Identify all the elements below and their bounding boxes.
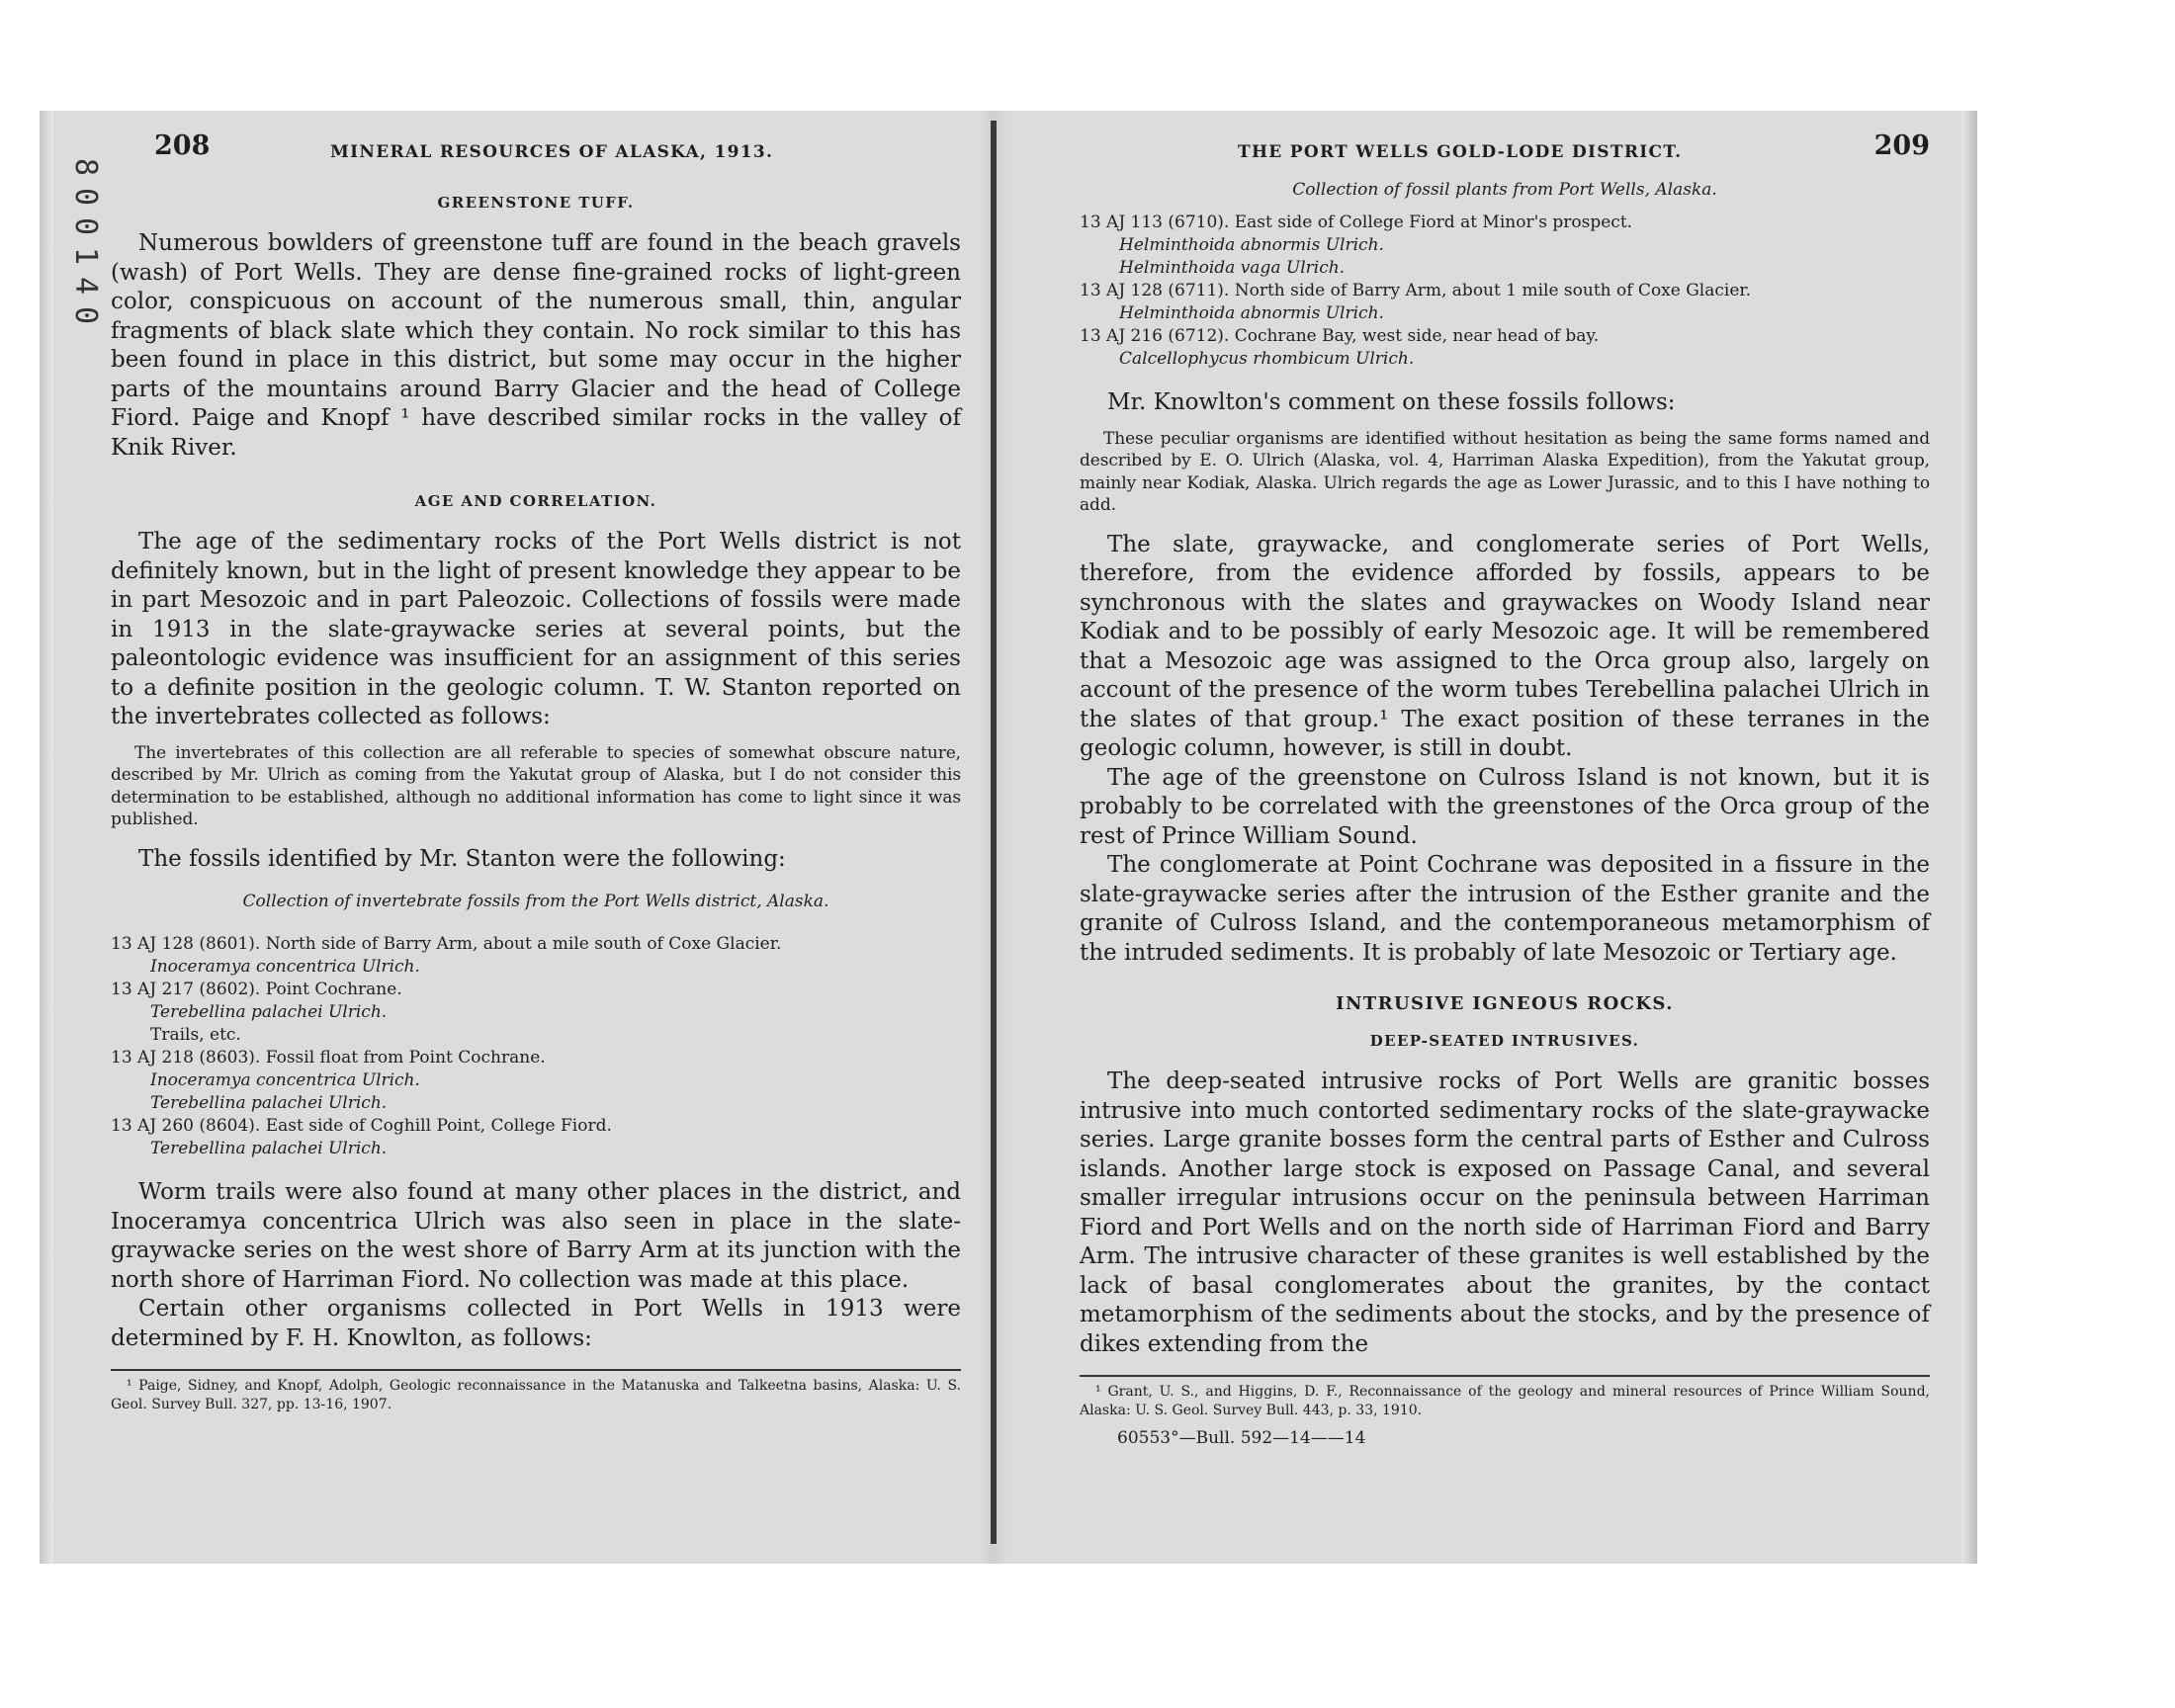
book-sheet (40, 111, 1977, 1564)
left-page-number: 208 (154, 130, 211, 161)
age-heading: AGE AND CORRELATION. (414, 492, 657, 510)
margin-stamp-digit: 4 (68, 276, 103, 296)
fossil-entry: 13 AJ 128 (8601). North side of Barry Arm, about a mile south of Coxe Glacier. (111, 934, 782, 954)
book-gutter (991, 121, 997, 1544)
fossil-species: Inoceramya concentrica Ulrich. (150, 1070, 420, 1090)
plant-species: Helminthoida abnormis Ulrich. (1119, 235, 1384, 255)
plant-fossil-list (1080, 212, 1930, 371)
plant-species: Helminthoida vaga Ulrich. (1119, 258, 1346, 278)
plant-species: Helminthoida abnormis Ulrich. (1119, 303, 1384, 323)
point-cochrane-paragraph: The conglomerate at Point Cochrane was deposited in a fissure in the slate-graywacke series after the intrusion of the Esther granite and the granite of Culross Island, and the contemporaneous metamorphism of the intruded sediments. It is probably of late Mesozoic or Tertiary age. (1080, 852, 1930, 966)
age-paragraph: The age of the sedimentary rocks of the Port Wells district is not definitely known, but in the light of present knowledge they appear to be in part Mesozoic and in part Paleozoic. Collections of fossils were made in 1913 in the slate-graywacke series at several points, but the paleontologic evidence was insufficient for an assignment of this series to a definite position in the geologic column. T. W. Stanton reported on the invertebrates collected as follows: (111, 529, 961, 729)
right-page (1080, 130, 1930, 1448)
knowlton-quote: These peculiar organisms are identified without hesitation as being the same forms named and described by E. O. Ulrich (Alaska, vol. 4, Harriman Alaska Expedition), from the Yakutat group, mainly near Kodiak, Alaska. Ulrich regards the age as Lower Jurassic, and to this I have nothing to add. (1080, 428, 1930, 515)
sheet-left-edge (40, 111, 53, 1564)
plant-species: Calcellophycus rhombicum Ulrich. (1119, 349, 1415, 369)
plant-table-caption: Collection of fossil plants from Port Wells, Alaska. (1292, 180, 1717, 200)
fossil-entry: 13 AJ 260 (8604). East side of Coghill Point, College Fiord. (111, 1116, 612, 1136)
margin-stamp (67, 152, 103, 330)
deep-seated-heading: DEEP-SEATED INTRUSIVES. (1369, 1032, 1640, 1050)
fossil-entry: 13 AJ 218 (8603). Fossil float from Point Cochrane. (111, 1048, 546, 1068)
margin-stamp-digit: 0 (68, 305, 103, 325)
left-running-head (111, 130, 961, 176)
deep-seated-paragraph: The deep-seated intrusive rocks of Port Wells are granitic bosses intrusive into much contorted sedimentary rocks of the slate-graywacke series. Large granite bosses form the central parts of Esther and Culross islands. Another large stock is exposed on Passage Canal, and several smaller irregular intrusions occur on the peninsula between Harriman Fiord and Port Wells and on the north side of Harriman Fiord and Barry Arm. The intrusive character of these granites is well established by the lack of basal conglomerates about the granites, by the contact metamorphism of the sediments about the stocks, and by the presence of dikes extending from the (1080, 1068, 1930, 1357)
margin-stamp-digit: 0 (68, 187, 103, 207)
left-running-title: MINERAL RESOURCES OF ALASKA, 1913. (330, 142, 774, 162)
greenstone-paragraph: Numerous bowlders of greenstone tuff are found in the beach gravels (wash) of Port Wells. They are dense fine-grained rocks of light-green color, conspicuous on account of the numerous small, thin, angular fragments of black slate which they contain. No rock similar to this has been found in place in this district, but some may occur in the higher parts of the mountains around Barry Glacier and the head of College Fiord. Paige and Knopf ¹ have described similar rocks in the valley of Knik River. (111, 230, 961, 461)
fossil-species: Inoceramya concentrica Ulrich. (150, 957, 420, 977)
invertebrate-fossil-list (111, 933, 961, 1160)
right-running-title: THE PORT WELLS GOLD-LODE DISTRICT. (1238, 142, 1683, 162)
margin-stamp-digit: 0 (68, 216, 103, 236)
stanton-lead-in: The fossils identified by Mr. Stanton were the following: (138, 845, 786, 872)
stanton-quote: The invertebrates of this collection are all referable to species of somewhat obscure nature, described by Mr. Ulrich as coming from the Yakutat group of Alaska, but I do not consider this determination to be established, although no additional information has come to light since it was published. (111, 742, 961, 829)
margin-stamp-digit: 1 (68, 246, 103, 266)
margin-stamp-digit: 8 (68, 157, 103, 177)
fossil-species: Terebellina palachei Ulrich. (150, 1093, 388, 1113)
right-running-head (1080, 130, 1930, 176)
knowlton-lead-paragraph: Certain other organisms collected in Port Wells in 1913 were determined by F. H. Knowlton, as follows: (111, 1296, 961, 1351)
fossil-species: Terebellina palachei Ulrich. (150, 1139, 388, 1158)
right-footnote-rule (1080, 1375, 1930, 1377)
plant-entry: 13 AJ 113 (6710). East side of College Fiord at Minor's prospect. (1080, 213, 1633, 232)
printer-signature-line: 60553°—Bull. 592—14——14 (1117, 1428, 1366, 1448)
right-page-number: 209 (1873, 130, 1930, 161)
fossil-entry: 13 AJ 217 (8602). Point Cochrane. (111, 980, 402, 999)
left-page (111, 130, 961, 1414)
fossil-species: Trails, etc. (150, 1025, 241, 1045)
fossil-species: Terebellina palachei Ulrich. (150, 1002, 388, 1022)
culross-greenstone-paragraph: The age of the greenstone on Culross Island is not known, but it is probably to be correlated with the greenstones of the Orca group of the rest of Prince William Sound. (1080, 764, 1930, 849)
greenstone-heading: GREENSTONE TUFF. (437, 194, 635, 212)
plant-entry: 13 AJ 216 (6712). Cochrane Bay, west side, near head of bay. (1080, 326, 1600, 346)
left-footnote: ¹ Paige, Sidney, and Knopf, Adolph, Geologic reconnaissance in the Matanuska and Talkeetna basins, Alaska: U. S. Geol. Survey Bull. 327, pp. 13-16, 1907. (111, 1378, 961, 1412)
sheet-right-edge (1961, 111, 1977, 1564)
left-footnote-rule (111, 1369, 961, 1371)
invertebrate-table-caption: Collection of invertebrate fossils from the Port Wells district, Alaska. (242, 892, 829, 911)
right-footnote: ¹ Grant, U. S., and Higgins, D. F., Reconnaissance of the geology and mineral resources of Prince William Sound, Alaska: U. S. Geol. Survey Bull. 443, p. 33, 1910. (1080, 1384, 1930, 1418)
plant-entry: 13 AJ 128 (6711). North side of Barry Arm, about 1 mile south of Coxe Glacier. (1080, 281, 1752, 300)
intrusive-igneous-heading: INTRUSIVE IGNEOUS ROCKS. (1336, 993, 1674, 1014)
worm-trails-paragraph: Worm trails were also found at many other places in the district, and Inoceramya concentrica Ulrich was also seen in place in the slate-graywacke series on the west shore of Barry Arm at its junction with the north shore of Harriman Fiord. No collection was made at this place. (111, 1179, 961, 1293)
knowlton-comment-lead: Mr. Knowlton's comment on these fossils follows: (1107, 389, 1676, 415)
slate-series-paragraph: The slate, graywacke, and conglomerate series of Port Wells, therefore, from the evidence afforded by fossils, appears to be synchronous with the slates and graywackes on Woody Island near Kodiak and to be possibly of early Mesozoic age. It will be remembered that a Mesozoic age was assigned to the Orca group also, largely on account of the presence of the worm tubes Terebellina palachei Ulrich in the slates of that group.¹ The exact position of these terranes in the geologic column, however, is still in doubt. (1080, 531, 1930, 761)
